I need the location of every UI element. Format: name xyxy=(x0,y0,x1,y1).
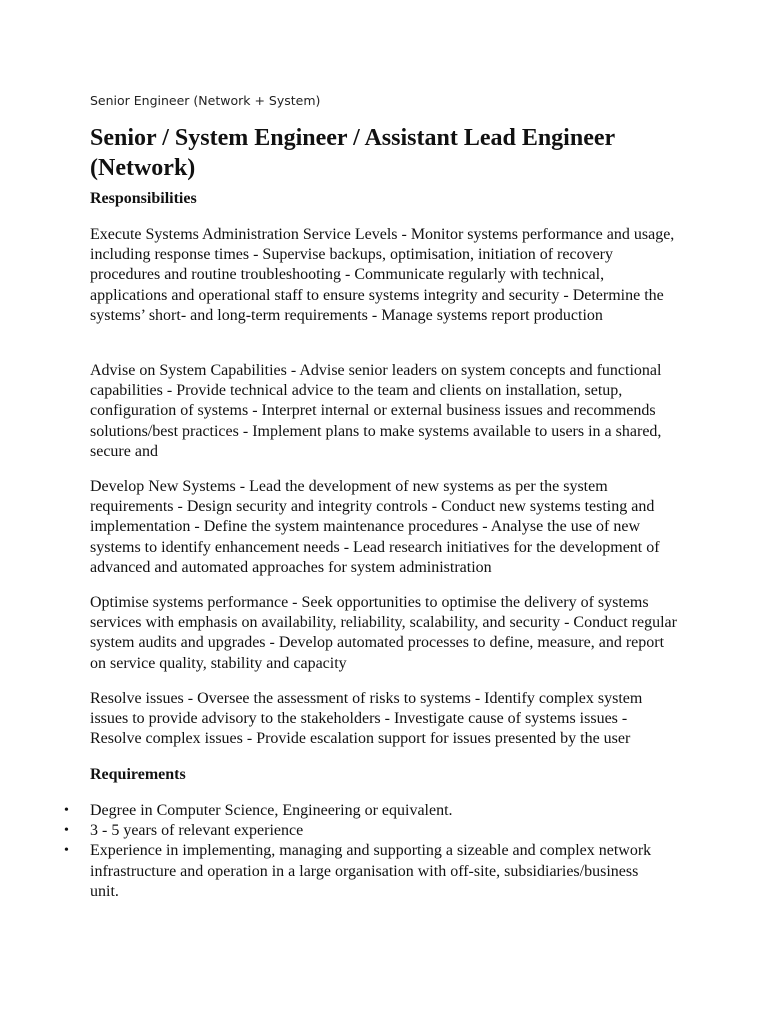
requirement-text: Degree in Computer Science, Engineering or equivalent. xyxy=(90,802,453,819)
requirement-text: 3 - 5 years of relevant experience xyxy=(90,822,304,840)
page-title: Senior / System Engineer / Assistant Lead Engineer (Network) xyxy=(90,125,615,181)
bullet-icon: • xyxy=(64,843,69,859)
responsibility-paragraph-5: Resolve issues - Oversee the assessment of risks to systems - Identify complex system issues to provide advisory to the stakeholders - Investigate cause of systems issues - Resolve complex issues - Provide escalation support for issues presented by the user xyxy=(90,690,643,748)
requirement-item xyxy=(64,821,664,841)
requirements-list xyxy=(64,801,664,902)
bullet-icon: • xyxy=(64,803,69,818)
responsibility-paragraph-2: Advise on System Capabilities - Advise senior leaders on system concepts and functional capabilities - Provide technical advice to the team and clients on installation, setup, configuration of systems - Interpret internal or external business issues and recommends solutions/best practices - Implement plans to make systems available to users in a shared, secure and xyxy=(90,362,662,460)
responsibility-paragraph-3: Develop New Systems - Lead the development of new systems as per the system requirements - Design security and integrity controls - Conduct new systems testing and implementation - Define the system maintenance procedures - Analyse the use of new systems to identify enhancement needs - Lead research initiatives for the development of advanced and automated approaches for system administration xyxy=(90,478,660,576)
requirement-text: Experience in implementing, managing and supporting a sizeable and complex network infrastructure and operation in a large organisation with off-site, subsidiaries/business unit. xyxy=(90,842,652,900)
responsibility-paragraph-4: Optimise systems performance - Seek opportunities to optimise the delivery of systems services with emphasis on availability, reliability, scalability, and security - Conduct regular system audits and upgrades - Develop automated processes to define, measure, and report on service quality, stability and capacity xyxy=(90,594,677,672)
requirements-heading: Requirements xyxy=(90,766,186,783)
document-header: Senior Engineer (Network + System) xyxy=(90,93,321,108)
requirement-item xyxy=(64,841,664,902)
responsibility-paragraph-1: Execute Systems Administration Service Levels - Monitor systems performance and usage, including response times - Supervise backups, optimisation, initiation of recovery procedures and routine troubleshooting - Communicate regularly with technical, applications and operational staff to ensure systems integrity and security - Determine the systems’ short- and long-term requirements - Manage systems report production xyxy=(90,226,675,324)
responsibilities-heading: Responsibilities xyxy=(90,190,197,207)
requirement-item xyxy=(64,801,664,821)
bullet-icon: • xyxy=(64,823,69,839)
